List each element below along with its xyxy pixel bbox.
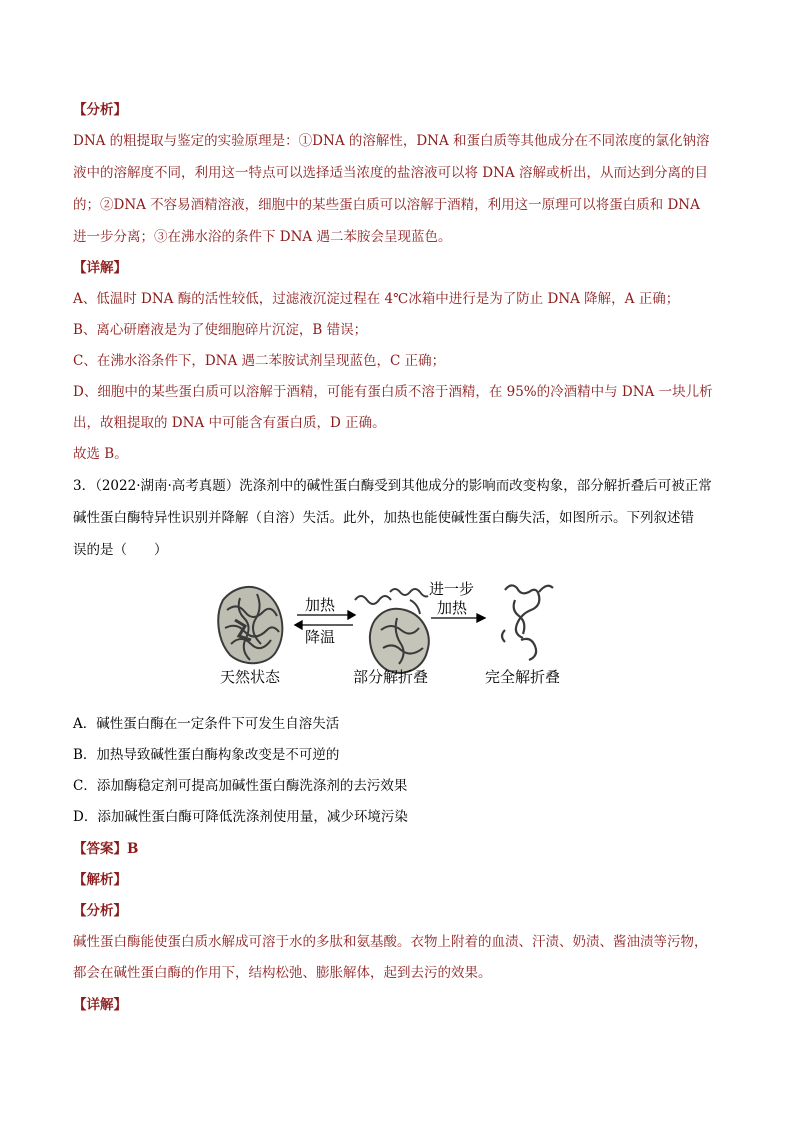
state-partial-label: 部分解折叠 — [353, 668, 429, 686]
question-line-1: 3．（2022·湖南·高考真题）洗涤剂中的碱性蛋白酶受到其他成分的影响而改变构象，部分解折叠后可被正常 — [73, 478, 712, 494]
detail2-heading: 【详解】 — [73, 997, 127, 1013]
option-c: C．添加酶稳定剂可提高加碱性蛋白酶洗涤剂的去污效果 — [73, 778, 408, 794]
analysis2-heading: 【分析】 — [73, 903, 127, 919]
analysis-heading: 【分析】 — [73, 102, 127, 118]
analysis2-line-2: 都会在碱性蛋白酶的作用下，结构松弛、膨胀解体，起到去污的效果。 — [73, 965, 492, 981]
question-line-2: 碱性蛋白酶特异性识别并降解（自溶）失活。此外，加热也能使碱性蛋白酶失活，如图所示。下列叙述错 — [73, 510, 694, 526]
option-d: D．添加碱性蛋白酶可降低洗涤剂使用量，减少环境污染 — [73, 809, 408, 825]
detail-option-c: C、在沸水浴条件下，DNA 遇二苯胺试剂呈现蓝色，C 正确； — [73, 353, 446, 369]
analysis-line-3: 的；②DNA 不容易酒精溶液，细胞中的某些蛋白质可以溶解于酒精，利用这一原理可以将蛋白质和 DNA — [73, 197, 700, 213]
native-protein-illustration — [218, 587, 282, 663]
detail-choose: 故选 B。 — [73, 446, 128, 462]
arrow2-top-label-2: 加热 — [437, 599, 468, 617]
detail-heading: 【详解】 — [73, 260, 127, 276]
analysis-line-4: 进一步分离；③在沸水浴的条件下 DNA 遇二苯胺会呈现蓝色。 — [73, 229, 452, 245]
state-full-label: 完全解折叠 — [485, 668, 561, 686]
detail-option-d-line1: D、细胞中的某些蛋白质可以溶解于酒精，可能有蛋白质不溶于酒精，在 95%的冷酒精中与 DNA 一块儿析 — [73, 384, 713, 400]
option-a: A．碱性蛋白酶在一定条件下可发生自溶失活 — [73, 716, 340, 732]
detail-option-b: B、离心研磨液是为了使细胞碎片沉淀，B 错误； — [73, 322, 368, 338]
analysis2-line-1: 碱性蛋白酶能使蛋白质水解成可溶于水的多肽和氨基酸。衣物上附着的血渍、汗渍、奶渍、酱油渍等污物， — [73, 934, 708, 950]
arrow2-top-label-1: 进一步 — [429, 580, 475, 598]
arrow1-bottom-label: 降温 — [305, 628, 336, 646]
protein-folding-figure — [205, 570, 595, 695]
fully-unfolded-protein-illustration — [502, 585, 553, 660]
analysis-line-2: 液中的溶解度不同，利用这一特点可以选择适当浓度的盐溶液可以将 DNA 溶解或析出，从而达到分离的目 — [73, 165, 708, 181]
detail-option-a: A、低温时 DNA 酶的活性较低，过滤液沉淀过程在 4℃冰箱中进行是为了防止 DNA 降解，A 正确； — [73, 291, 680, 307]
arrow1-top-label: 加热 — [305, 596, 336, 614]
option-b: B．加热导致碱性蛋白酶构象改变是不可逆的 — [73, 747, 340, 763]
answer-label: 【答案】B — [73, 841, 139, 857]
detail-option-d-line2: 出，故粗提取的 DNA 中可能含有蛋白质，D 正确。 — [73, 415, 386, 431]
analysis-line-1: DNA 的粗提取与鉴定的实验原理是：①DNA 的溶解性，DNA 和蛋白质等其他成分在不同浓度的氯化钠溶 — [73, 133, 710, 149]
question-line-3: 误的是（ ） — [73, 542, 168, 558]
partial-unfolded-protein-illustration — [355, 589, 429, 673]
state-native-label: 天然状态 — [220, 668, 281, 686]
jiexi-heading: 【解析】 — [73, 872, 127, 888]
